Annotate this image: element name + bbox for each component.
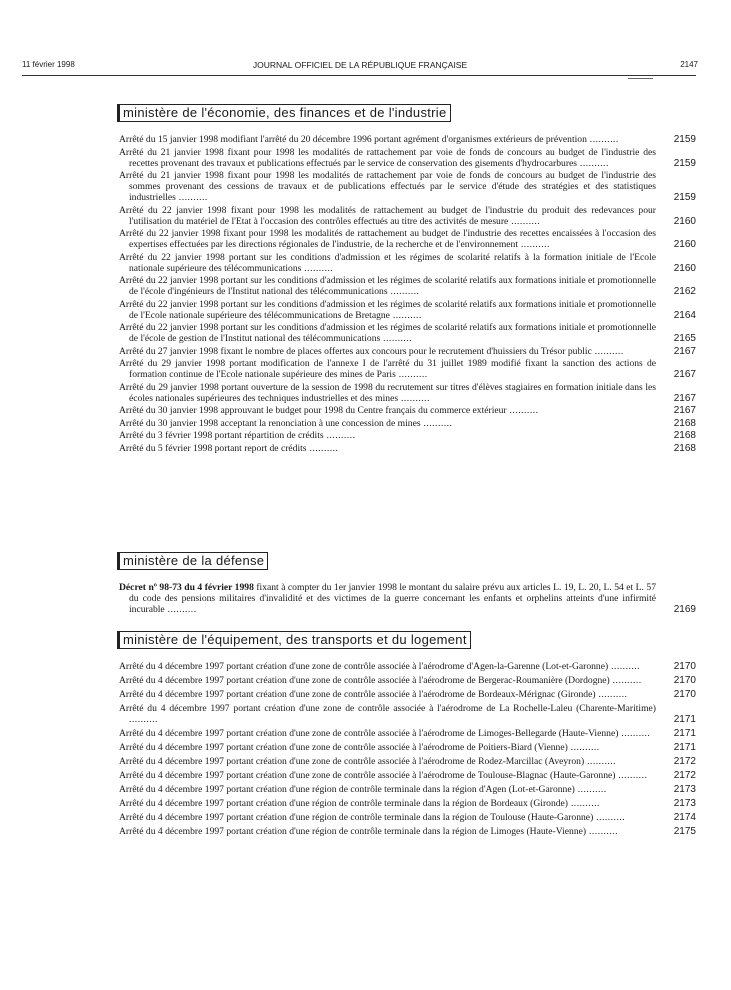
toc-entry: [119, 728, 696, 739]
toc-entry: [119, 170, 696, 203]
entry-title: [119, 812, 656, 823]
leader-dots: ..........: [395, 369, 428, 380]
entry-title: [119, 205, 656, 227]
toc-entry: [119, 742, 696, 753]
entry-page-number: 2159: [673, 134, 696, 145]
entry-title-text: Arrêté du 4 décembre 1997 portant création d'une région de contrôle terminale dans la région d'Agen (Lot-et-Garonne): [119, 784, 575, 795]
header-rule-short: [628, 78, 653, 79]
entry-title-text: Arrêté du 4 décembre 1997 portant création d'une zone de contrôle associée à l'aérodrome d'Agen-la-Garenne (Lot-et-Garonne): [119, 661, 609, 672]
entry-page-number: 2175: [673, 826, 696, 837]
entry-title: [119, 689, 656, 700]
leader-dots: ..........: [615, 770, 648, 781]
toc-entry: [119, 689, 696, 700]
leader-dots: ..........: [618, 728, 651, 739]
toc-entry: [119, 770, 696, 781]
toc-entry: [119, 661, 696, 672]
toc-entry: [119, 443, 696, 454]
toc-entry: [119, 147, 696, 169]
entry-title-text: Arrêté du 4 décembre 1997 portant création d'une zone de contrôle associée à l'aérodrome de Bergerac-Roumanière (Dordogne): [119, 675, 610, 686]
entry-page-number: 2168: [673, 442, 696, 454]
entry-title-text: Arrêté du 4 décembre 1997 portant création d'une région de contrôle terminale dans la région de Bordeaux (Gironde): [119, 798, 568, 809]
entry-title: [119, 299, 656, 321]
entry-page-number: 2167: [673, 369, 696, 380]
toc-entry: [119, 798, 696, 809]
entry-page-number: 2171: [673, 714, 696, 725]
entry-title: [119, 798, 656, 809]
entry-title-text: Arrêté du 4 décembre 1997 portant création d'une région de contrôle terminale dans la région de Toulouse (Haute-Garonne): [119, 812, 594, 823]
toc-entry: [119, 784, 696, 795]
entry-title-text: Arrêté du 22 janvier 1998 portant sur les conditions d'admission et les régimes de scolarité relatifs aux formations initiale et promotionnelle de l'Ecole nationale supérieure des télécommunications de Bretagne: [119, 298, 656, 321]
entry-title-text: Arrêté du 29 janvier 1998 portant modification de l'annexe I de l'arrêté du 31 juillet 1989 modifié fixant la sanction des actions de formation continue de l'Ecole nationale supérieure des mines de Paris: [119, 358, 656, 380]
leader-dots: ..........: [420, 417, 453, 429]
entry-title: [119, 443, 656, 454]
entry-page-number: 2164: [673, 309, 696, 321]
entry-title-bold: Décret nº 98-73 du 4 février 1998: [119, 582, 254, 593]
entry-page-number: 2171: [673, 728, 696, 739]
toc-entry: [119, 275, 696, 297]
entry-title-text: Arrêté du 22 janvier 1998 fixant pour 1998 les modalités de rattachement au budget de l'industrie des recettes encaissées à l'occasion des expertises effectuées par les directions régionales de l'industrie, de la recherche et de l'environnement: [119, 228, 656, 250]
entry-page-number: 2165: [673, 333, 696, 344]
entry-title-text: Arrêté du 22 janvier 1998 portant sur les conditions d'admission et les régimes de scolarité relatifs à la formation initiale de l'Ecole nationale supérieure des télécommunications: [119, 251, 656, 274]
toc-entry: [119, 382, 696, 404]
leader-dots: ..........: [609, 675, 642, 686]
entry-page-number: 2171: [673, 742, 696, 753]
section-defense: [119, 552, 696, 615]
entry-page-number: 2174: [673, 812, 696, 823]
entry-title-text: Arrêté du 27 janvier 1998 fixant le nombre de places offertes aux concours pour le recrutement d'huissiers du Trésor public: [119, 345, 592, 357]
entry-title-text: Arrêté du 4 décembre 1997 portant création d'une zone de contrôle associée à l'aérodrome de Limoges-Bellegarde (Haute-Vienne): [119, 728, 619, 739]
leader-dots: ..........: [595, 689, 628, 700]
leader-dots: ..........: [584, 756, 617, 767]
entry-page-number: 2170: [673, 675, 696, 686]
entry-title-text: Arrêté du 4 décembre 1997 portant création d'une zone de contrôle associée à l'aérodrome de Toulouse-Blagnac (Haute-Garonne): [119, 770, 616, 781]
entry-title-text: Arrêté du 30 janvier 1998 approuvant le budget pour 1998 du Centre français du commerce extérieur: [119, 405, 507, 416]
entry-title: [119, 228, 656, 250]
toc-entry: [119, 826, 696, 837]
entry-title: [119, 134, 656, 145]
entry-page-number: 2167: [673, 405, 696, 416]
entry-title-text: Arrêté du 21 janvier 1998 fixant pour 1998 les modalités de rattachement par voie de fonds de concours au budget de l'industrie des sommes provenant des cessions de travaux et de publications effectués par le service d'étude des stratégies et des statistiques industrielles: [119, 170, 656, 203]
entry-page-number: 2162: [673, 286, 696, 297]
toc-entry: [119, 405, 696, 416]
leader-dots: ..........: [323, 430, 356, 441]
entry-list: [119, 134, 696, 454]
entry-title-text: Arrêté du 3 février 1998 portant répartition de crédits: [119, 430, 324, 441]
entry-page-number: 2172: [673, 770, 696, 781]
entry-page-number: 2160: [673, 262, 696, 274]
toc-entry: [119, 299, 696, 321]
toc-entry: [119, 322, 696, 344]
entry-title: [119, 275, 656, 297]
leader-dots: ..........: [306, 442, 339, 454]
leader-dots: ..........: [518, 239, 550, 250]
leader-dots: ..........: [608, 661, 641, 672]
toc-entry: [119, 205, 696, 227]
entry-title-text: Arrêté du 4 décembre 1997 portant création d'une zone de contrôle associée à l'aérodrome de Poitiers-Biard (Vienne): [119, 742, 568, 753]
entry-title-text: Arrêté du 4 décembre 1997 portant création d'une région de contrôle terminale dans la région de Limoges (Haute-Vienne): [119, 826, 587, 837]
toc-entry: [119, 228, 696, 250]
entry-title-text: Arrêté du 29 janvier 1998 portant ouverture de la session de 1998 du recrutement sur titres d'élèves stagiaires en formation initiale dans les écoles nationales supérieures des techniques industrielles et des mines: [119, 381, 656, 404]
leader-dots: ..........: [574, 784, 607, 795]
entry-title: [119, 756, 656, 767]
leader-dots: ..........: [593, 812, 626, 823]
entry-title: [119, 382, 656, 404]
leader-dots: ..........: [380, 333, 413, 344]
header-date: 11 février 1998: [22, 60, 75, 69]
leader-dots: ..........: [301, 262, 334, 274]
entry-title: [119, 826, 656, 837]
entry-title-text: Arrêté du 15 janvier 1998 modifiant l'arrêté du 20 décembre 1996 portant agrément d'organismes extérieurs de prévention: [119, 134, 587, 145]
section-title: ministère de l'économie, des finances et de l'industrie: [119, 104, 451, 122]
entry-title: [119, 147, 656, 169]
leader-dots: ..........: [568, 798, 600, 809]
section-economie: [119, 104, 696, 455]
section-equipement: [119, 631, 696, 840]
page-header: [22, 60, 698, 72]
toc-entry: [119, 134, 696, 145]
leader-dots: ..........: [387, 286, 420, 297]
entry-title-text: Arrêté du 21 janvier 1998 fixant pour 1998 les modalités de rattachement par voie de fonds de concours au budget de l'industrie des recettes provenant des travaux et publications effectués par le service de conservation des gisements d'hydrocarbures: [119, 146, 656, 169]
entry-page-number: 2170: [673, 661, 696, 672]
entry-title: [119, 742, 656, 753]
entry-title: [119, 418, 656, 429]
entry-page-number: 2168: [673, 417, 696, 429]
entry-title-text: Arrêté du 22 janvier 1998 portant sur les conditions d'admission et les régimes de scolarité relatifs aux formations initiale et promotionnelle de l'école de gestion de l'Institut national des télécommunications: [119, 322, 656, 344]
toc-entry: [119, 358, 696, 380]
leader-dots: ..........: [398, 392, 430, 404]
toc-entry: [119, 703, 696, 725]
entry-list: [119, 582, 696, 615]
entry-title-text: Arrêté du 4 décembre 1997 portant création d'une zone de contrôle associée à l'aérodrome de Rodez-Marcillac (Aveyron): [119, 756, 585, 767]
leader-dots: ..........: [586, 134, 619, 145]
leader-dots: ..........: [175, 192, 208, 203]
leader-dots: ..........: [164, 604, 197, 615]
entry-title: [119, 770, 656, 781]
leader-dots: ..........: [506, 405, 539, 416]
entry-page-number: 2167: [673, 392, 696, 404]
entry-title-text: fixant à compter du 1er janvier 1998 le montant du salaire prévu aux articles L. 19, L. 20, L. 54 et L. 57 du code des pensions militaires d'invalidité et des victimes de la guerre concernant les enfants et orphelins atteints d'une infirmité incurable: [129, 582, 656, 615]
entry-title: [119, 675, 656, 686]
toc-entry: [119, 582, 696, 615]
entry-page-number: 2167: [673, 345, 696, 357]
header-journal-title: JOURNAL OFFICIEL DE LA RÉPUBLIQUE FRANÇAISE: [252, 60, 468, 70]
entry-page-number: 2173: [673, 784, 696, 795]
leader-dots: ..........: [389, 309, 422, 321]
entry-title-text: Arrêté du 4 décembre 1997 portant création d'une zone de contrôle associée à l'aérodrome de La Rochelle-Laleu (Charente-Maritime): [119, 703, 656, 714]
entry-title: [119, 582, 656, 615]
leader-dots: ..........: [567, 742, 600, 753]
toc-entry: [119, 812, 696, 823]
entry-title: [119, 170, 656, 203]
entry-title: [119, 661, 656, 672]
entry-title: [119, 784, 656, 795]
entry-title-text: Arrêté du 30 janvier 1998 acceptant la renonciation à une concession de mines: [119, 417, 421, 429]
entry-title-text: Arrêté du 22 janvier 1998 fixant pour 1998 les modalités de rattachement au budget de l'industrie du produit des redevances pour l'utilisation du matériel de l'Etat à l'occasion des contrôles effectués au titre des activités de mesure: [119, 204, 656, 227]
entry-page-number: 2160: [673, 215, 696, 227]
section-title: ministère de la défense: [119, 552, 268, 570]
entry-title-text: Arrêté du 5 février 1998 portant report de crédits: [119, 442, 307, 454]
leader-dots: ..........: [508, 215, 541, 227]
toc-entry: [119, 756, 696, 767]
entry-title: [119, 405, 656, 416]
entry-title: [119, 728, 656, 739]
entry-page-number: 2159: [673, 157, 696, 169]
leader-dots: ..........: [586, 826, 618, 837]
entry-page-number: 2173: [673, 798, 696, 809]
entry-page-number: 2159: [673, 192, 696, 203]
entry-title: [119, 322, 656, 344]
toc-entry: [119, 346, 696, 357]
header-rule: [22, 75, 696, 76]
leader-dots: ..........: [577, 157, 609, 169]
leader-dots: ..........: [129, 714, 158, 725]
entry-page-number: 2172: [673, 756, 696, 767]
entry-list: [119, 661, 696, 837]
entry-title: [119, 252, 656, 274]
entry-title-text: Arrêté du 4 décembre 1997 portant création d'une zone de contrôle associée à l'aérodrome de Bordeaux-Mérignac (Gironde): [119, 689, 596, 700]
entry-page-number: 2168: [673, 430, 696, 441]
entry-page-number: 2160: [673, 239, 696, 250]
entry-page-number: 2170: [673, 689, 696, 700]
header-page-number: 2147: [680, 60, 698, 69]
entry-title-text: Arrêté du 22 janvier 1998 portant sur les conditions d'admission et les régimes de scolarité relatifs aux formations initiale et promotionnelle de l'école d'ingénieurs de l'Institut national des télécommunications: [119, 275, 656, 297]
toc-entry: [119, 430, 696, 441]
entry-page-number: 2169: [673, 604, 696, 615]
entry-title: [119, 703, 656, 725]
entry-title: [119, 346, 656, 357]
entry-title: [119, 358, 656, 380]
entry-title: [119, 430, 656, 441]
leader-dots: ..........: [591, 345, 624, 357]
toc-entry: [119, 418, 696, 429]
toc-entry: [119, 675, 696, 686]
section-title: ministère de l'équipement, des transports et du logement: [119, 631, 471, 649]
toc-entry: [119, 252, 696, 274]
